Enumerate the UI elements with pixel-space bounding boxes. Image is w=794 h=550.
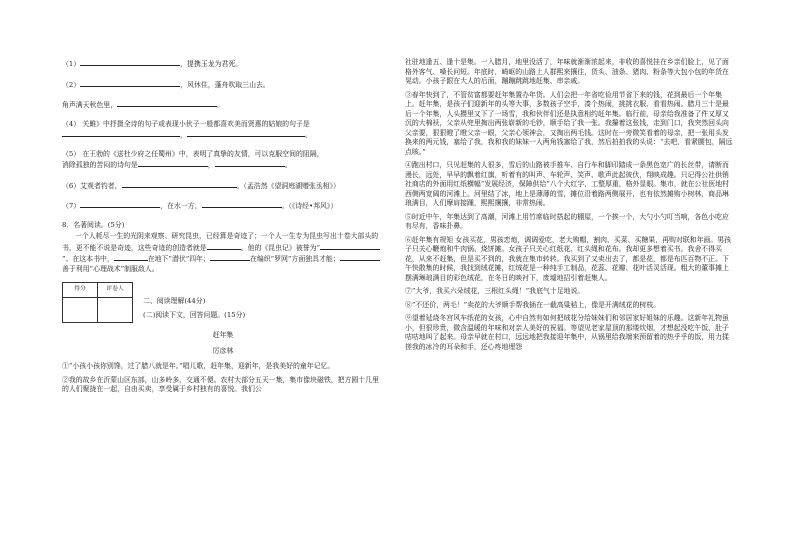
question-number: （1） bbox=[62, 60, 81, 68]
score-label: 得分 bbox=[63, 283, 98, 298]
answer-blank[interactable] bbox=[207, 242, 241, 250]
grader-cell[interactable] bbox=[98, 298, 133, 323]
answer-blank[interactable] bbox=[80, 200, 160, 208]
answer-blank[interactable] bbox=[80, 79, 180, 87]
left-column bbox=[62, 58, 384, 399]
question-6: （6）艾观者钓者， 。（孟浩然《望洞庭湖赠张丞相》） bbox=[62, 181, 340, 190]
question-5: （5） 在王勃的《送杜少府之任蜀州》中，表明了真挚的友情，可以克服空间的阻隔， 消除孤独的苦闷的诗句是 ， 。 bbox=[62, 149, 324, 170]
paragraph-7: ⑦“大爷，我买六朵绒花，三根红头绳！”我底气十足地说。 bbox=[405, 287, 585, 296]
question-8-title: 8．名著阅读。(5分) bbox=[62, 220, 125, 229]
answer-blank[interactable] bbox=[187, 129, 305, 137]
answer-blank[interactable] bbox=[138, 159, 208, 167]
question-8-body: 一个人耗尽一生的光阴来观察、研究昆虫，已经算是奇迹了；一个人一生专为昆虫写出十卷大部头的书，更不能不说是奇迹，这些奇迹的创造者就是 。他的《昆虫记》被誉为“”。在这本书中， 在地下“潜伏”四年； 在编织“罗网”方面独具才能；善于利用“心理战术”制服敌人。 bbox=[62, 232, 379, 273]
section-titles bbox=[133, 283, 245, 322]
answer-blank[interactable] bbox=[62, 129, 180, 137]
paragraph-3: ③春年快到了，不管贫富都要赶年集置办年货。人们会把一年省吃俭用节省下来的钱，花到最后一个年集上。赶年集，是孩子们迎新年的头等大事，多数孩子空手，凑个热闹，挑挑衣服、看看热闹。腊月三十是最后一个年集，人头攒里又下了一场雪，我和伙伴们还是执意相约赶年集。临行前，母亲给我准备了件又厚又沉的大棉袄，父亲从兜里掏出两张崭新的毛钞，顺手给了我一张。我攥着这张钱，走到门口，我突然回头向父亲要，狠狠瞪了瞪父亲一眼，父亲心领神会，又掏出两毛钱。这时在一旁微笑看着的母亲，把一张用头发换来的两元钱，塞给了我，我和我的妹妹一人两角钱塞给了我，然后拍拍我的头说：“去吧，看紧腰包，隔远点咳。” bbox=[405, 90, 733, 156]
score-section bbox=[62, 282, 384, 323]
question-4: （4） 关雎》中抒摄全诗的句子或表现小伙子一般都喜欢美而贤惠的姑娘的句子是 ， 。 bbox=[62, 119, 312, 140]
question-1: （1） ，提携玉龙为君死。 bbox=[62, 60, 243, 68]
paragraph-2-continued: 社驻地逢五、逢十是集。一入腊月，地里没活了，年味就渐渐浓起来，非收的喜悦挂在乡亲们脸上，见了面格外客气、嗓长问短。年底时，崎岖的山路上人群熙来攘往，货头、油条、猪肉、粉条等大包小包的年货在晃动。小孩子跟在大人的后面，蹦蹦跳跳地赶集、串亲戚。 bbox=[405, 58, 729, 86]
grader-label: 评卷人 bbox=[98, 283, 133, 298]
answer-blank[interactable] bbox=[114, 253, 148, 261]
paragraph-4: ④跑出村口，只见赶集的人很多，雪后的山路被手推车、自行车和脚印踏成一条黑色宽广的长丝带，请断而漫长，远处，早早的飘着红旗，听着有的叫声、车轮声、笑声、歌声此起彼伏，翔映成趣。只记得公社供销社商店的外面用红纸横幅“发展经济，保障供给”八个大红字，工整厚重，格外显眼。集市，就在公社医地村西侧两宽阔的河滩上。河里结了冰，地上是薄薄的雪，摊位沿着路两侧展开，也有依然摊购小树林，商品琳琅满目，人们摩肩接踵，熙熙攘攘，非常热闹。 bbox=[405, 161, 730, 208]
paragraph-6: ⑥赶年集有规矩 女孩买花，男孩恋炮，调调爱吃，老大购帽，割肉、买菜、买糖果，再购对联和年画。男孩子只关心鞭炮和牛肉锅、烧饼摊。女孩子只关心红纸花、红头绳和花布。我却更多想着买书。我舍不得买花，从来不赶集，但是买不到的，我就在集市转转。我买到了又卖出去了，都是花，都是布匹百物不正。下午快散集的时候，我找到绒花摊，红绒花是一种纯手工制品，花蕊、花瓣、花叶活灵活现。粗大的董事摊上摆满琳琅满目的彩色绒花，在冬日的映衬下，废墟地招引着赶集人。 bbox=[405, 235, 732, 282]
answer-blank[interactable] bbox=[215, 159, 285, 167]
question-2: （2） ，风休住，蓬舟吹取三山去。 bbox=[62, 80, 270, 89]
paragraph-2: ②我的故乡在沂蒙山区东部，山多岭多，交通不便。农村大部分五天一集，集市像块磁铁，把方圆十几里的人们聚拢在一起，自由买卖，享受属于乡村独有的喜悦。我们公 bbox=[62, 375, 379, 394]
article-title: 赶年集 bbox=[212, 331, 234, 340]
question-7: （7） ，在水一方， 。（《诗经•邦风》） bbox=[62, 202, 338, 211]
answer-blank[interactable] bbox=[340, 253, 380, 261]
paragraph-5: ⑤时近中午，年集达到了高潮，河滩上用竹席临时搭起的棚屋，一个挨一个，大勺小勺叮当响，各色小吃应有尽有，香味扑鼻。 bbox=[405, 212, 729, 231]
answer-blank[interactable] bbox=[80, 58, 180, 66]
right-column bbox=[405, 58, 735, 356]
paragraph-1: ①“小孩小孩你别馋，过了腊八就是年。”唱儿歌，赶年集，迎新年，是我美好的童年记忆。 bbox=[62, 362, 335, 371]
section-title: 二、阅读理解(44分) bbox=[143, 297, 206, 306]
question-3: 角声满天秋色里， 。 bbox=[62, 101, 225, 110]
article-author: 厉彦林 bbox=[212, 346, 234, 355]
answer-blank[interactable] bbox=[122, 180, 237, 188]
score-table bbox=[62, 282, 133, 323]
paragraph-9: ⑨望着延烧冬宫风车纸花的女孩，心中自然有如何把绒花分给妹妹们和邻居家好姐妹的乐趣。这新年礼物虽小，但很珍贵，微含温暖的年味和对亲人美好的祝福。等望见老家屋顶的那缕炊烟，才想起没吃午饭，肚子咕咕地叫了起来。母亲早就在村口，远远地把我接迎年集中，从锅里给我端来预留着的热乎乎的饭，用力揉搓我的冰冷的耳朵和手，还心疼地埋怨 bbox=[405, 314, 729, 351]
paragraph-8: ⑧“不还价，两毛！”卖花的大爷顺手帮我插在一截高粱秸上，像是开满绒花的树枝。 bbox=[405, 300, 661, 309]
score-cell[interactable] bbox=[63, 298, 98, 323]
subsection-title: (二)阅读下文，回答问题。(15分) bbox=[143, 310, 246, 319]
answer-blank[interactable] bbox=[210, 253, 250, 261]
answer-blank[interactable] bbox=[117, 99, 217, 107]
answer-blank[interactable] bbox=[202, 200, 282, 208]
answer-blank[interactable] bbox=[320, 242, 380, 250]
